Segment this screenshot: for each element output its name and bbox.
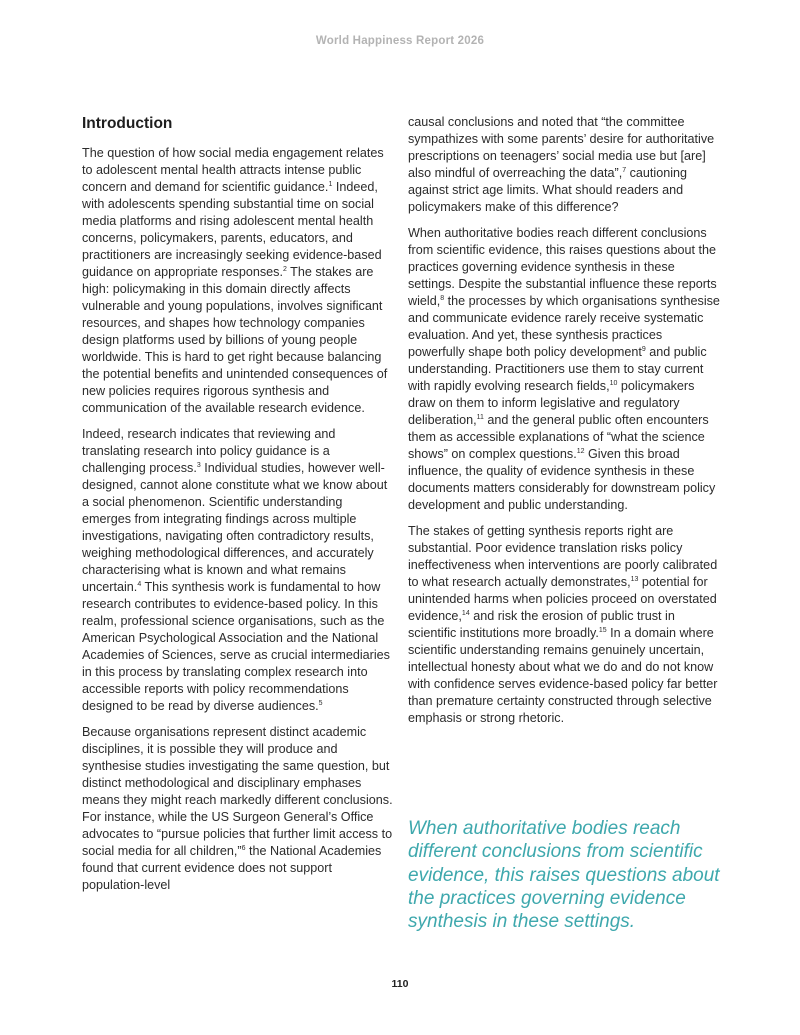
left-column — [82, 114, 394, 903]
paragraph: Indeed, research indicates that reviewing and translating research into policy guidance is a challenging process.$^3$ Individual studies, however well-designed, cannot alone constitute what we know about a social phenomenon. Scientific understanding emerges from integrating findings across multiple investigations, navigating often contradictory results, weighing methodological differences, and accurately characterising what is known and what remains uncertain.$^4$ This synthesis work is fundamental to how research contributes to evidence-based policy. In this realm, professional science organisations, such as the American Psychological Association and the National Academies of Sciences, serve as crucial intermediaries in this process by translating complex research into accessible reports with policy recommendations designed to be read by diverse audiences.$^5$ — [82, 427, 390, 713]
footnote-ref[interactable]: 8 — [440, 295, 445, 302]
right-column — [408, 114, 720, 736]
footnote-ref[interactable]: 6 — [241, 845, 246, 852]
pull-quote: When authoritative bodies reach different conclusions from scientific evidence, this raises questions about the practices governing evidence synthesis in these settings. — [408, 818, 720, 933]
footnote-ref[interactable]: 10 — [609, 380, 618, 387]
footnote-ref[interactable]: 7 — [622, 167, 627, 174]
running-header: World Happiness Report 2026 — [315, 35, 485, 47]
page-number: 110 — [391, 978, 409, 990]
paragraph: When authoritative bodies reach different conclusions from scientific evidence, this raises questions about the practices governing evidence synthesis in these settings. Despite the substantial influence these reports wield,$^8$ the processes by which organisations synthesise and communicate evidence rarely receive systematic evaluation. And yet, these synthesis practices powerfully shape both policy development$^9$ and public understanding. Practitioners use them to stay current with rapidly evolving research fields,$^{10}$ policymakers draw on them to inform legislative and regulatory deliberation,$^{11}$ and the general public often encounters them as accessible explanations of “what the science shows” on complex questions.$^{12}$ Given this broad influence, the quality of evidence synthesis in these documents matters considerably for downstream policy development and public understanding. — [408, 226, 720, 512]
footnote-ref[interactable]: 12 — [576, 448, 585, 455]
footnote-ref[interactable]: 9 — [641, 346, 646, 353]
footnote-ref[interactable]: 3 — [196, 462, 201, 469]
paragraph: Because organisations represent distinct academic disciplines, it is possible they will produce and synthesise studies investigating the same question, but distinct methodological and disciplinary emphases means they might reach markedly different conclusions. For instance, while the US Surgeon General’s Office advocates to “pursue policies that further limit access to social media for all children,”$^6$ the National Academies found that current evidence does not support population-level — [82, 725, 393, 892]
footnote-ref[interactable]: 1 — [328, 181, 333, 188]
footnote-ref[interactable]: 15 — [598, 627, 607, 634]
footnote-ref[interactable]: 13 — [630, 576, 639, 583]
section-heading: Introduction — [82, 115, 173, 132]
footnote-ref[interactable]: 4 — [137, 581, 142, 588]
footnote-ref[interactable]: 2 — [282, 266, 287, 273]
footnote-ref[interactable]: 5 — [318, 700, 323, 707]
footnote-ref[interactable]: 14 — [461, 610, 470, 617]
paragraph: The stakes of getting synthesis reports right are substantial. Poor evidence translation risks policy ineffectiveness when interventions are poorly calibrated to what research actually demonstrates,$^{13}$ potential for unintended harms when policies proceed on overstated evidence,$^{14}$ and risk the erosion of public trust in scientific institutions more broadly.$^{15}$ In a domain where scientific understanding remains genuinely uncertain, intellectual honesty about what we do and do not know with confidence serves evidence-based policy far better than premature certainty constructed through selective emphasis or strong rhetoric. — [408, 524, 718, 725]
footnote-ref[interactable]: 11 — [476, 414, 484, 421]
paragraph: The question of how social media engagement relates to adolescent mental health attracts intense public concern and demand for scientific guidance.$^1$ Indeed, with adolescents spending substantial time on social media platforms and rising adolescent mental health concerns, policymakers, parents, educators, and practitioners are increasingly seeking evidence-based guidance on appropriate responses.$^2$ The stakes are high: policymaking in this domain directly affects vulnerable and young populations, involves significant resources, and shapes how technology companies design platforms used by billions of young people worldwide. This is hard to get right because balancing the potential benefits and unintended consequences of new policies requires rigorous synthesis and communication of the available research evidence. — [82, 146, 388, 415]
paragraph: causal conclusions and noted that “the committee sympathizes with some parents’ desire for authoritative prescriptions on teenagers’ social media use but [are] also mindful of overreaching the data”,$^7$ cautioning against strict age limits. What should readers and policymakers make of this difference? — [408, 115, 715, 214]
